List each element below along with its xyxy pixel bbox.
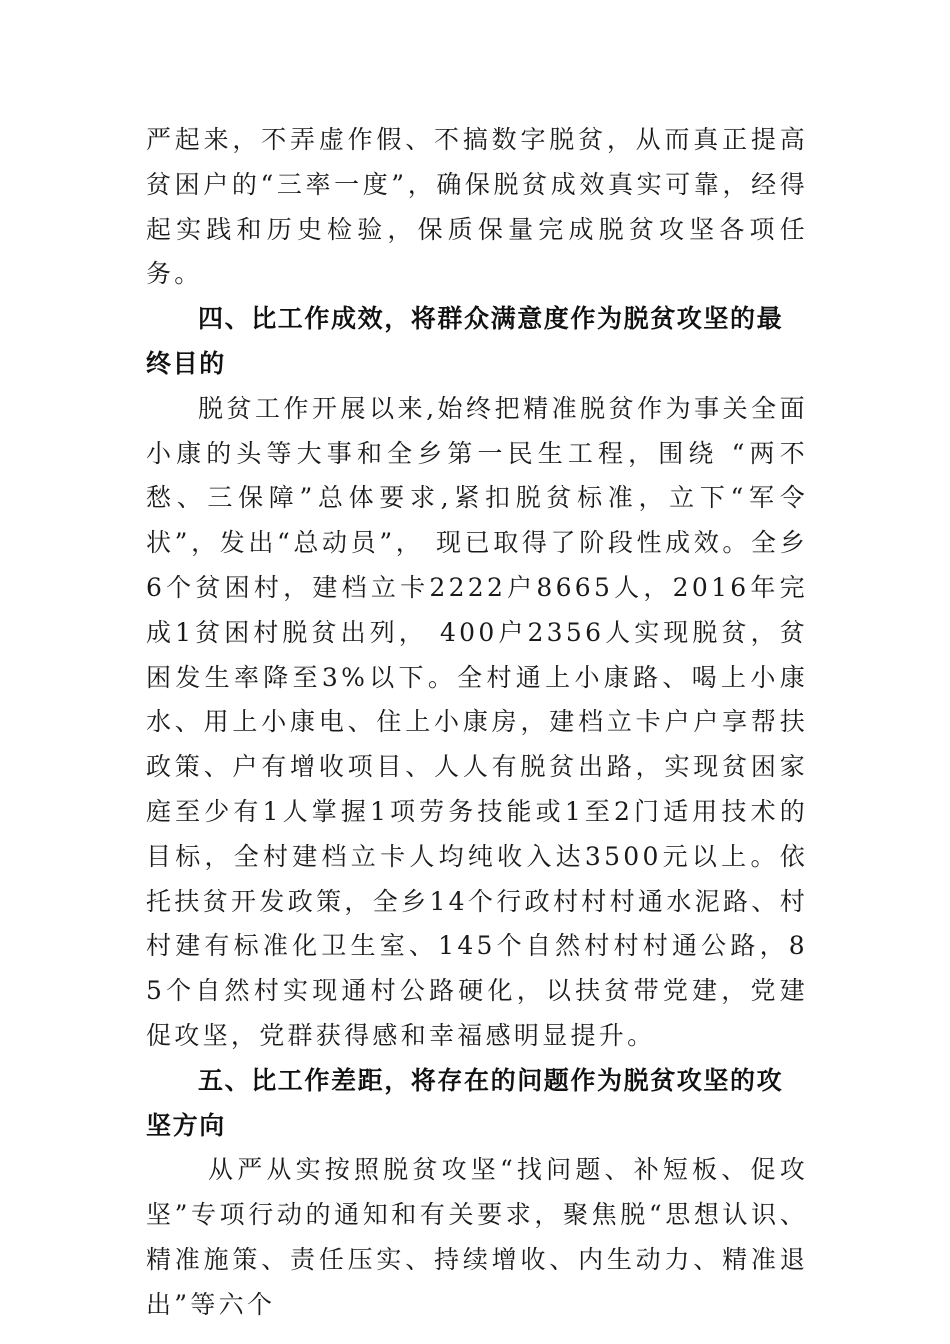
document-body — [146, 118, 808, 1328]
paragraph-problems: 从严从实按照脱贫攻坚“找问题、补短板、促攻坚”专项行动的通知和有关要求，聚焦脱“思想认识、精准施策、责任压实、持续增收、内生动力、精准退出”等六个 — [146, 1155, 808, 1319]
section-heading-five: 五、比工作差距，将存在的问题作为脱贫攻坚的攻坚方向 — [146, 1065, 784, 1140]
paragraph-continuation: 严起来，不弄虚作假、不搞数字脱贫，从而真正提高贫困户的“三率一度”，确保脱贫成效真实可靠，经得起实践和历史检验，保质保量完成脱贫攻坚各项任务。 — [146, 125, 808, 289]
paragraph-achievements: 脱贫工作开展以来,始终把精准脱贫作为事关全面小康的头等大事和全乡第一民生工程，围绕 “两不愁、三保障”总体要求,紧扣脱贫标准，立下“军令状”，发出“总动员”， 现已取得了阶段性成效。全乡6个贫困村，建档立卡2222户8665人，2016年完成1贫困村脱贫出列， 400户2356人实现脱贫，贫困发生率降至3%以下。全村通上小康路、喝上小康水、用上小康电、住上小康房，建档立卡户户享帮扶政策、户有增收项目、人人有脱贫出路，实现贫困家庭至少有1人掌握1项劳务技能或1至2门适用技术的目标，全村建档立卡人均纯收入达3500元以上。依托扶贫开发政策，全乡14个行政村村村通水泥路、村村建有标准化卫生室、145个自然村村村通公路，85个自然村实现通村公路硬化，以扶贫带党建，党建促攻坚，党群获得感和幸福感明显提升。 — [146, 393, 808, 1050]
section-heading-four: 四、比工作成效，将群众满意度作为脱贫攻坚的最终目的 — [146, 304, 784, 378]
